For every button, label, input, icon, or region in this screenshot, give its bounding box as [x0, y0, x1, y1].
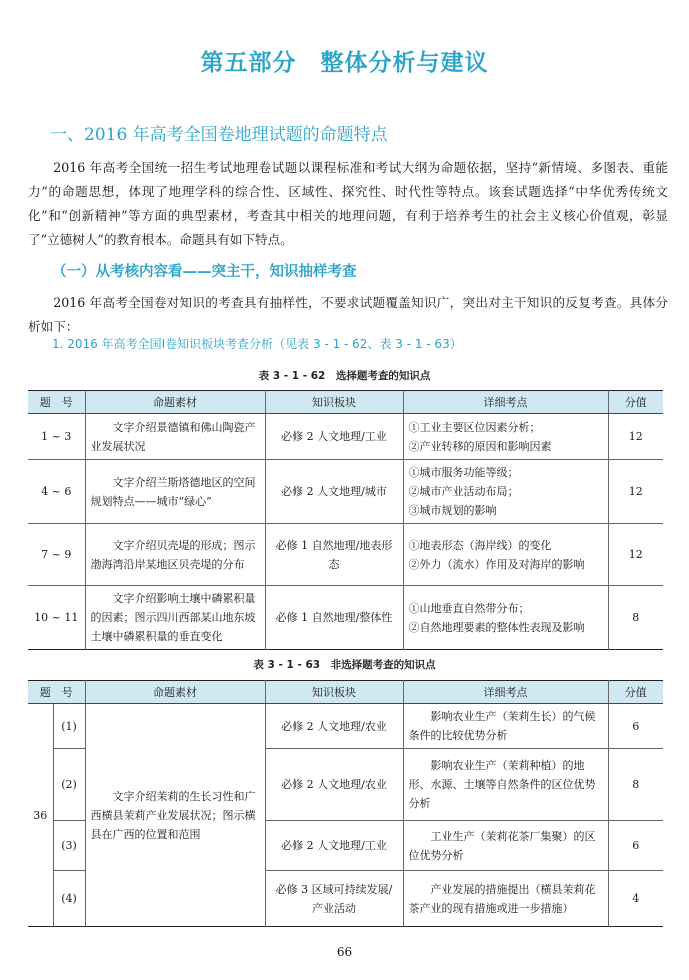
header-number: 题 号: [28, 681, 85, 704]
page-number: 66: [336, 945, 353, 959]
question-number: 36: [28, 704, 53, 927]
module-cell: 必修 1 自然地理/整体性: [265, 586, 403, 650]
score-cell: 4: [608, 871, 663, 927]
header-material: 命题素材: [85, 681, 265, 704]
question-number: 1 ~ 3: [28, 414, 85, 460]
header-material: 命题素材: [85, 391, 265, 414]
point-line: ①山地垂直自然带分布；: [408, 601, 530, 615]
module-cell: 必修 2 人文地理/工业: [265, 821, 403, 871]
subquestion-number: (1): [53, 704, 85, 749]
module-cell: 必修 1 自然地理/地表形态: [265, 524, 403, 586]
page-title: 第五部分 整体分析与建议: [200, 50, 489, 76]
points-cell: 影响农业生产（茉莉种植）的地形、水源、土壤等自然条件的区位优势分析: [403, 749, 608, 821]
table-header-row: [28, 391, 663, 414]
table-header-row: [28, 681, 663, 704]
header-module: 知识板块: [265, 391, 403, 414]
section-heading: 一、2016 年高考全国卷地理试题的命题特点: [50, 125, 388, 145]
point-line: ①地表形态（海岸线）的变化: [408, 538, 552, 552]
table-selection-questions: [28, 390, 663, 650]
table-row: [28, 460, 663, 524]
score-cell: 12: [608, 524, 663, 586]
subquestion-number: (2): [53, 749, 85, 821]
table-row: [28, 414, 663, 460]
header-points: 详细考点: [403, 681, 608, 704]
points-cell: 工业生产（茉莉花茶厂集聚）的区位优势分析: [403, 821, 608, 871]
question-number: 4 ~ 6: [28, 460, 85, 524]
material-cell: 文字介绍景德镇和佛山陶瓷产业发展状况: [85, 414, 265, 460]
point-line: ②自然地理要素的整体性表现及影响: [408, 620, 585, 634]
point-line: ①城市服务功能等级；: [408, 466, 519, 479]
header-score: 分值: [608, 391, 663, 414]
point-line: ③城市规划的影响: [408, 504, 497, 517]
table-row: [28, 524, 663, 586]
module-cell: 必修 2 人文地理/农业: [265, 704, 403, 749]
intro-paragraph: 2016 年高考全国统一招生考试地理卷试题以课程标准和考试大纲为命题依据，坚持“新情境、多图表、重能力”的命题思想，体现了地理学科的综合性、区域性、探究性、时代性等特点。该套试题选择“中华优秀传统文化”和“创新精神”等方面的典型素材，考查其中相关的地理问题，有利于培养考生的社会主义核心价值观，彰显了“立德树人”的教育根本。命题具有如下特点。: [28, 160, 668, 247]
points-cell: [403, 524, 608, 586]
header-module: 知识板块: [265, 681, 403, 704]
point-line: ②城市产业活动布局；: [408, 485, 519, 498]
item-heading: 1. 2016 年高考全国Ⅰ卷知识板块考查分析（见表 3 - 1 - 62、表 3 - 1 - 63）: [52, 337, 462, 351]
header-score: 分值: [608, 681, 663, 704]
score-cell: 6: [608, 821, 663, 871]
question-number: 7 ~ 9: [28, 524, 85, 586]
sub-paragraph: 2016 年高考全国卷对知识的考查具有抽样性，不要求试题覆盖知识广，突出对主干知识的反复考查。具体分析如下：: [28, 295, 668, 334]
point-line: ①工业主要区位因素分析；: [408, 420, 541, 434]
header-points: 详细考点: [403, 391, 608, 414]
table2-caption: 表 3 - 1 - 63 非选择题考查的知识点: [253, 659, 436, 671]
subheading: （一）从考核内容看——突主干，知识抽样考查: [52, 264, 357, 280]
score-cell: 6: [608, 704, 663, 749]
points-cell: 产业发展的措施提出（横县茉莉花茶产业的现有措施或进一步措施）: [403, 871, 608, 927]
module-cell: 必修 2 人文地理/城市: [265, 460, 403, 524]
subquestion-number: (4): [53, 871, 85, 927]
points-cell: [403, 586, 608, 650]
score-cell: 8: [608, 586, 663, 650]
material-cell: 文字介绍影响土壤中磷累积量的因素；图示四川西部某山地东坡土壤中磷累积量的垂直变化: [85, 586, 265, 650]
material-cell: 文字介绍茉莉的生长习性和广西横县茉莉产业发展状况；图示横县在广西的位置和范围: [85, 704, 265, 927]
score-cell: 12: [608, 460, 663, 524]
score-cell: 12: [608, 414, 663, 460]
subquestion-number: (3): [53, 821, 85, 871]
question-number: 10 ~ 11: [28, 586, 85, 650]
point-line: ②外力（流水）作用及对海岸的影响: [408, 557, 585, 571]
table1-caption: 表 3 - 1 - 62 选择题考查的知识点: [258, 370, 431, 382]
table-row: [28, 704, 663, 749]
table-nonselection-questions: [28, 680, 663, 927]
points-cell: [403, 414, 608, 460]
table-row: [28, 586, 663, 650]
material-cell: 文字介绍兰斯塔德地区的空间规划特点——城市“绿心”: [85, 460, 265, 524]
module-cell: 必修 3 区域可持续发展/产业活动: [265, 871, 403, 927]
score-cell: 8: [608, 749, 663, 821]
point-line: ②产业转移的原因和影响因素: [408, 439, 552, 453]
points-cell: [403, 460, 608, 524]
header-number: 题 号: [28, 391, 85, 414]
points-cell: 影响农业生产（茉莉生长）的气候条件的比较优势分析: [403, 704, 608, 749]
material-cell: 文字介绍贝壳堤的形成；图示渤海湾沿岸某地区贝壳堤的分布: [85, 524, 265, 586]
module-cell: 必修 2 人文地理/工业: [265, 414, 403, 460]
module-cell: 必修 2 人文地理/农业: [265, 749, 403, 821]
